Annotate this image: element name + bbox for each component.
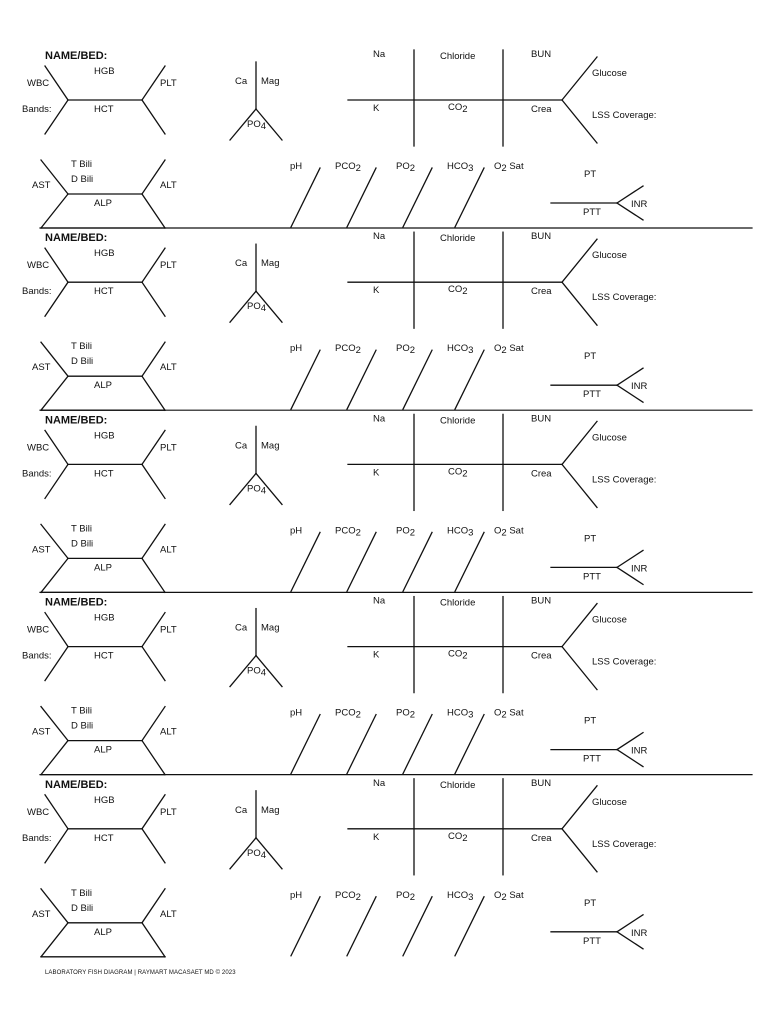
hco3-label: HCO3: [447, 343, 474, 357]
abg-slash-line: [291, 897, 320, 956]
ptt-label: PTT: [583, 389, 601, 401]
abg-slash-line: [455, 897, 484, 956]
d-bili-label: D Bili: [71, 902, 94, 914]
lft-line: [142, 376, 165, 410]
crea-label: Crea: [531, 832, 552, 844]
alt-label: ALT: [160, 544, 177, 556]
k-label: K: [373, 831, 380, 843]
k-label: K: [373, 649, 380, 661]
name-bed-label: NAME/BED:: [45, 596, 108, 609]
patient-block: [22, 778, 656, 957]
abg-slash-line: [291, 715, 320, 774]
ca-label: Ca: [235, 804, 248, 816]
po4-label: PO4: [247, 301, 267, 315]
plt-label: PLT: [160, 624, 177, 636]
name-bed-label: NAME/BED:: [45, 50, 108, 62]
abg-slash-line: [347, 168, 376, 227]
cbc-line: [142, 829, 165, 863]
name-bed-label: NAME/BED:: [45, 232, 108, 245]
cbc-line: [142, 282, 165, 316]
po4-label: PO4: [247, 119, 267, 132]
d-bili-label: D Bili: [71, 720, 94, 732]
plt-label: PLT: [160, 78, 177, 89]
ph-label: pH: [290, 707, 303, 719]
lft-line: [142, 741, 165, 775]
cbc-line: [142, 100, 165, 134]
inr-label: INR: [631, 199, 648, 210]
wbc-label: WBC: [27, 442, 50, 454]
t-bili-label: T Bili: [71, 705, 92, 717]
d-bili-label: D Bili: [71, 174, 94, 185]
na-label: Na: [373, 413, 386, 425]
pt-label: PT: [584, 715, 597, 727]
bun-label: BUN: [531, 49, 552, 60]
crea-label: Crea: [531, 650, 552, 662]
wbc-label: WBC: [27, 260, 50, 272]
hct-label: HCT: [94, 104, 114, 115]
lft-line: [142, 923, 165, 957]
inr-label: INR: [631, 563, 648, 575]
mag-label: Mag: [261, 258, 280, 270]
co2-label: CO2: [448, 648, 468, 662]
ptt-label: PTT: [583, 935, 601, 947]
crea-label: Crea: [531, 468, 552, 480]
pt-label: PT: [584, 897, 597, 909]
ph-label: pH: [290, 525, 303, 537]
lft-line: [142, 558, 165, 592]
o2-sat-label: O2 Sat: [494, 161, 524, 174]
k-label: K: [373, 467, 380, 479]
o2-sat-label: O2 Sat: [494, 343, 524, 357]
lft-line: [41, 923, 68, 957]
abg-slash-line: [455, 168, 484, 227]
pt-label: PT: [584, 169, 597, 180]
name-bed-label: NAME/BED:: [45, 414, 108, 427]
pco2-label: PCO2: [335, 343, 361, 357]
ca-label: Ca: [235, 440, 248, 452]
wbc-label: WBC: [27, 78, 50, 89]
mag-label: Mag: [261, 622, 280, 634]
bmp-line: [562, 464, 597, 507]
alp-label: ALP: [94, 380, 112, 392]
lft-line: [41, 376, 68, 410]
cbc-line: [142, 647, 165, 681]
alt-label: ALT: [160, 180, 177, 191]
abg-slash-line: [403, 715, 432, 774]
ca-label: Ca: [235, 76, 248, 87]
co2-label: CO2: [448, 466, 468, 480]
inr-label: INR: [631, 927, 648, 939]
pco2-label: PCO2: [335, 161, 361, 174]
lss-coverage-label: LSS Coverage:: [592, 656, 657, 668]
po2-label: PO2: [396, 525, 416, 539]
ptt-label: PTT: [583, 207, 601, 218]
mag-label: Mag: [261, 76, 280, 87]
alt-label: ALT: [160, 362, 177, 374]
pco2-label: PCO2: [335, 707, 361, 721]
lft-line: [142, 194, 165, 228]
mag-label: Mag: [261, 804, 280, 816]
o2-sat-label: O2 Sat: [494, 525, 524, 539]
patient-block: [22, 596, 752, 775]
bands-label: Bands:: [22, 468, 52, 480]
glucose-label: Glucose: [592, 68, 627, 79]
bands-label: Bands:: [22, 286, 52, 298]
o2-sat-label: O2 Sat: [494, 707, 524, 721]
lft-line: [41, 558, 68, 592]
po2-label: PO2: [396, 889, 416, 903]
abg-slash-line: [347, 715, 376, 774]
lss-coverage-label: LSS Coverage:: [592, 292, 657, 304]
alp-label: ALP: [94, 562, 112, 574]
co2-label: CO2: [448, 830, 468, 844]
plt-label: PLT: [160, 806, 177, 818]
na-label: Na: [373, 231, 386, 243]
alp-label: ALP: [94, 926, 112, 938]
na-label: Na: [373, 777, 386, 789]
glucose-label: Glucose: [592, 614, 627, 626]
hgb-label: HGB: [94, 612, 115, 624]
po4-label: PO4: [247, 847, 267, 861]
wbc-label: WBC: [27, 806, 50, 818]
hgb-label: HGB: [94, 248, 115, 260]
bands-label: Bands:: [22, 650, 52, 662]
abg-slash-line: [403, 532, 432, 591]
patient-block: [22, 413, 752, 592]
glucose-label: Glucose: [592, 796, 627, 808]
hct-label: HCT: [94, 650, 114, 662]
abg-slash-line: [347, 350, 376, 409]
t-bili-label: T Bili: [71, 341, 92, 353]
bmp-line: [562, 829, 597, 872]
plt-label: PLT: [160, 260, 177, 272]
cbc-line: [142, 464, 165, 498]
k-label: K: [373, 103, 380, 114]
bun-label: BUN: [531, 231, 552, 243]
lft-line: [41, 194, 68, 228]
ca-label: Ca: [235, 622, 248, 634]
hgb-label: HGB: [94, 66, 115, 77]
bun-label: BUN: [531, 777, 552, 789]
po2-label: PO2: [396, 161, 416, 174]
crea-label: Crea: [531, 104, 552, 115]
ast-label: AST: [32, 726, 51, 738]
o2-sat-label: O2 Sat: [494, 889, 524, 903]
abg-slash-line: [455, 350, 484, 409]
abg-slash-line: [291, 350, 320, 409]
pt-label: PT: [584, 533, 597, 545]
ph-label: pH: [290, 343, 303, 355]
po4-label: PO4: [247, 665, 267, 679]
abg-slash-line: [403, 168, 432, 227]
pco2-label: PCO2: [335, 889, 361, 903]
ast-label: AST: [32, 362, 51, 374]
t-bili-label: T Bili: [71, 523, 92, 535]
pco2-label: PCO2: [335, 525, 361, 539]
t-bili-label: T Bili: [71, 159, 92, 170]
abg-slash-line: [403, 897, 432, 956]
crea-label: Crea: [531, 286, 552, 298]
hct-label: HCT: [94, 832, 114, 844]
k-label: K: [373, 285, 380, 297]
hco3-label: HCO3: [447, 889, 474, 903]
abg-slash-line: [291, 532, 320, 591]
na-label: Na: [373, 49, 386, 60]
ph-label: pH: [290, 161, 303, 172]
co2-label: CO2: [448, 102, 468, 115]
chloride-label: Chloride: [440, 415, 476, 427]
po2-label: PO2: [396, 707, 416, 721]
abg-slash-line: [291, 168, 320, 227]
bmp-line: [562, 282, 597, 325]
abg-slash-line: [347, 897, 376, 956]
patient-blocks: [22, 49, 752, 957]
hco3-label: HCO3: [447, 707, 474, 721]
footer-credit: LABORATORY FISH DIAGRAM | RAYMART MACASAET MD © 2023: [45, 970, 236, 976]
bands-label: Bands:: [22, 832, 52, 844]
lft-line: [41, 741, 68, 775]
chloride-label: Chloride: [440, 597, 476, 609]
bun-label: BUN: [531, 413, 552, 425]
ca-label: Ca: [235, 258, 248, 270]
ptt-label: PTT: [583, 753, 601, 765]
abg-slash-line: [455, 715, 484, 774]
chloride-label: Chloride: [440, 51, 476, 62]
ast-label: AST: [32, 180, 51, 191]
d-bili-label: D Bili: [71, 356, 94, 368]
bmp-line: [562, 100, 597, 143]
name-bed-label: NAME/BED:: [45, 778, 108, 791]
lss-coverage-label: LSS Coverage:: [592, 838, 657, 850]
alp-label: ALP: [94, 744, 112, 756]
inr-label: INR: [631, 381, 648, 393]
alt-label: ALT: [160, 726, 177, 738]
glucose-label: Glucose: [592, 250, 627, 262]
bun-label: BUN: [531, 595, 552, 607]
abg-slash-line: [455, 532, 484, 591]
d-bili-label: D Bili: [71, 538, 94, 550]
hgb-label: HGB: [94, 794, 115, 806]
chloride-label: Chloride: [440, 233, 476, 245]
ph-label: pH: [290, 889, 303, 901]
alt-label: ALT: [160, 908, 177, 920]
wbc-label: WBC: [27, 624, 50, 636]
bmp-line: [562, 647, 597, 690]
lss-coverage-label: LSS Coverage:: [592, 110, 657, 121]
co2-label: CO2: [448, 284, 468, 298]
hco3-label: HCO3: [447, 525, 474, 539]
abg-slash-line: [347, 532, 376, 591]
abg-slash-line: [403, 350, 432, 409]
hct-label: HCT: [94, 286, 114, 298]
hco3-label: HCO3: [447, 161, 474, 174]
po4-label: PO4: [247, 483, 267, 497]
glucose-label: Glucose: [592, 432, 627, 444]
na-label: Na: [373, 595, 386, 607]
hgb-label: HGB: [94, 430, 115, 442]
chloride-label: Chloride: [440, 779, 476, 791]
t-bili-label: T Bili: [71, 887, 92, 899]
inr-label: INR: [631, 745, 648, 757]
patient-block: [22, 49, 752, 228]
hct-label: HCT: [94, 468, 114, 480]
ptt-label: PTT: [583, 571, 601, 583]
ast-label: AST: [32, 908, 51, 920]
po2-label: PO2: [396, 343, 416, 357]
ast-label: AST: [32, 544, 51, 556]
alp-label: ALP: [94, 198, 112, 209]
mag-label: Mag: [261, 440, 280, 452]
patient-block: [22, 231, 752, 410]
plt-label: PLT: [160, 442, 177, 454]
pt-label: PT: [584, 351, 597, 363]
bands-label: Bands:: [22, 104, 52, 115]
lss-coverage-label: LSS Coverage:: [592, 474, 657, 486]
